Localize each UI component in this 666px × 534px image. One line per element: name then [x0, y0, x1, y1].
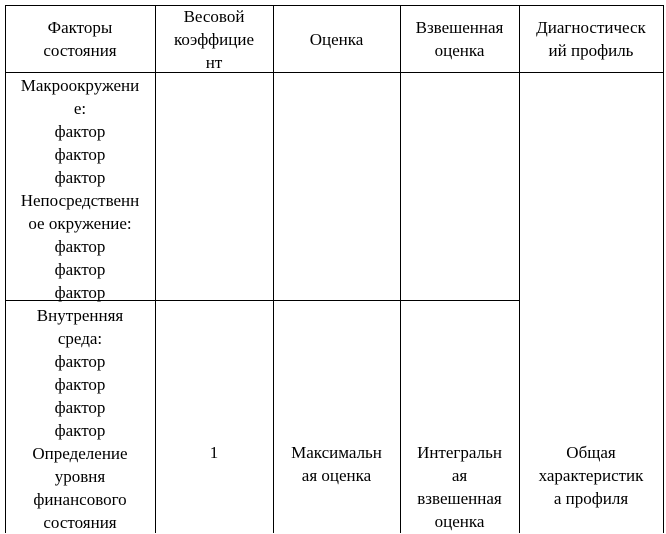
table-top-border	[5, 5, 664, 6]
row2-weight: 1	[209, 443, 219, 462]
header-factors: Факторы состояния	[43, 18, 117, 60]
header-weighted-score: Взвешенная оценка	[415, 18, 504, 60]
row2-factors: Внутренняя среда: фактор фактор фактор фактор Определение уровня финансового состояния	[32, 306, 128, 532]
header-weight: Весовой коэффицие нт	[173, 7, 255, 72]
row1-factors: Макроокружени е: фактор фактор фактор Непосредственн ое окружение: фактор фактор фактор	[20, 76, 140, 302]
header-bottom-border	[5, 72, 664, 73]
row2-diagnostic-profile: Общая характеристик а профиля	[538, 443, 644, 508]
row2-weighted-score: Интегральн ая взвешенная оценка	[417, 443, 502, 531]
header-score: Оценка	[309, 30, 364, 49]
row2-score: Максимальн ая оценка	[291, 443, 382, 485]
header-diagnostic-profile: Диагностическ ий профиль	[536, 18, 646, 60]
table-right-border	[663, 5, 664, 533]
